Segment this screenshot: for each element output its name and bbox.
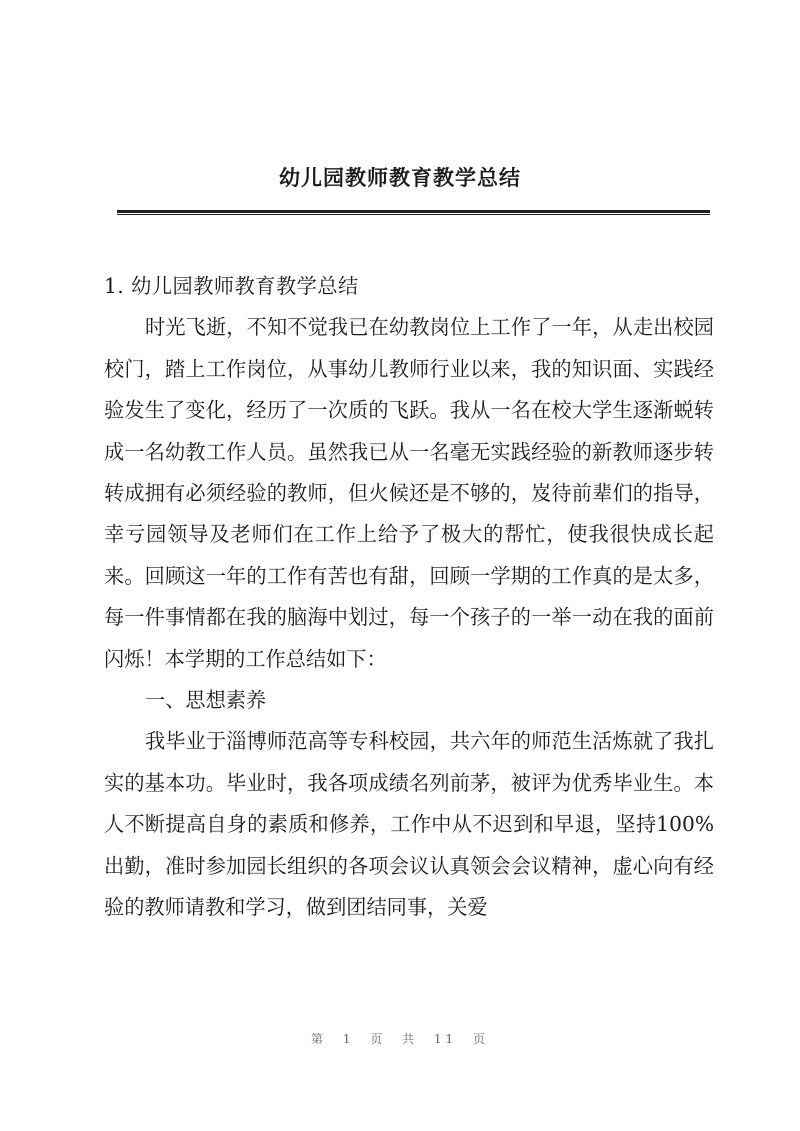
paragraph-ideology: 我毕业于淄博师范高等专科校园，共六年的师范生活炼就了我扎实的基本功。毕业时，我各项成绩名列前茅，被评为优秀毕业生。本人不断提高自身的素质和修养，工作中从不迟到和早退，坚持100%出勤，准时参加园长组织的各项会议认真领会会议精神，虚心向有经验的教师请教和学习，做到团结同事，关爱 [104, 729, 714, 920]
title-divider [117, 210, 710, 213]
subheading-ideology: 一、思想素养 [145, 688, 267, 713]
page-number-footer: 第 1 页 共 11 页 [311, 1032, 489, 1046]
document-body [104, 266, 714, 929]
paragraph-intro: 时光飞逝，不知不觉我已在幼教岗位上工作了一年，从走出校园校门，踏上工作岗位，从事幼儿教师行业以来，我的知识面、实践经验发生了变化，经历了一次质的飞跃。我从一名在校大学生逐渐蜕转成一名幼教工作人员。虽然我已从一名毫无实践经验的新教师逐步转转成拥有必须经验的教师，但火候还是不够的，岌待前辈们的指导，幸亏园领导及老师们在工作上给予了极大的帮忙，使我很快成长起来。回顾这一年的工作有苦也有甜，回顾一学期的工作真的是太多，每一件事情都在我的脑海中划过，每一个孩子的一举一动在我的面前闪烁！本学期的工作总结如下： [104, 315, 714, 671]
document-title: 幼儿园教师教育教学总结 [279, 166, 521, 190]
section-heading: 1. 幼儿园教师教育教学总结 [104, 274, 359, 298]
